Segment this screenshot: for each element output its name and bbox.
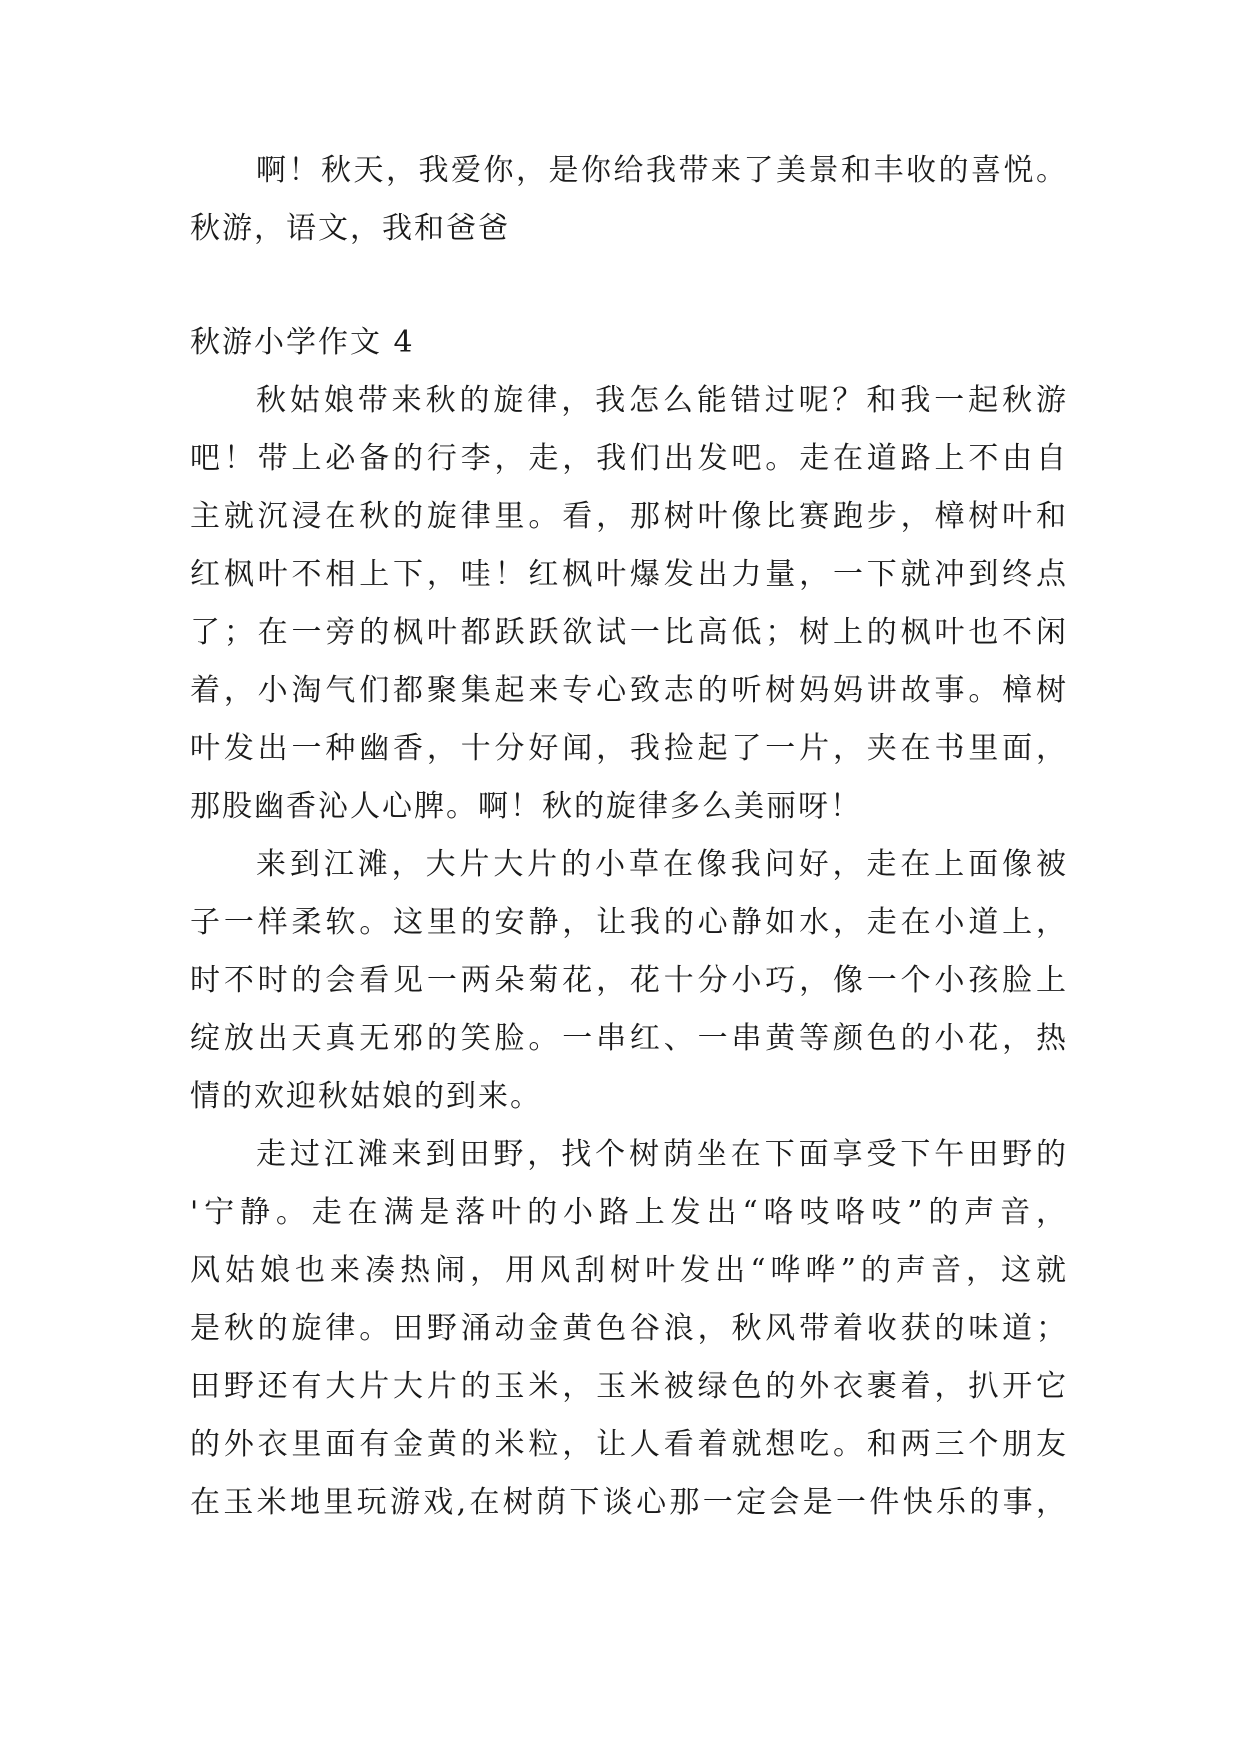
- paragraph-line: 绽放出天真无邪的笑脸。一串红、一串黄等颜色的小花，热: [190, 1021, 1066, 1056]
- paragraph-1: [190, 372, 1066, 836]
- intro-line-2: 秋游，语文，我和爸爸: [190, 211, 510, 246]
- paragraph-line: 吧！带上必备的行李，走，我们出发吧。走在道路上不由自: [190, 441, 1066, 476]
- paragraph-line: 着，小淘气们都聚集起来专心致志的听树妈妈讲故事。樟树: [190, 673, 1066, 708]
- paragraph-line: 时不时的会看见一两朵菊花，花十分小巧，像一个小孩脸上: [190, 963, 1066, 998]
- paragraph-line: 主就沉浸在秋的旋律里。看，那树叶像比赛跑步，樟树叶和: [190, 499, 1066, 534]
- paragraph-line: 情的欢迎秋姑娘的到来。: [190, 1079, 542, 1114]
- paragraph-line: 红枫叶不相上下，哇！红枫叶爆发出力量，一下就冲到终点: [190, 557, 1066, 592]
- paragraph-line: 的外衣里面有金黄的米粒，让人看着就想吃。和两三个朋友: [190, 1427, 1066, 1462]
- paragraph-line: 田野还有大片大片的玉米，玉米被绿色的外衣裹着，扒开它: [190, 1369, 1066, 1404]
- paragraph-3: [190, 1126, 1066, 1532]
- paragraph-line: '宁静。走在满是落叶的小路上发出“咯吱咯吱”的声音，: [190, 1195, 1066, 1230]
- paragraph-line: 子一样柔软。这里的安静，让我的心静如水，走在小道上，: [190, 905, 1066, 940]
- paragraph-line: 在玉米地里玩游戏,在树荫下谈心那一定会是一件快乐的事，: [190, 1485, 1066, 1520]
- paragraph-line: 风姑娘也来凑热闹，用风刮树叶发出“哗哗”的声音，这就: [190, 1253, 1066, 1288]
- paragraph-line: 是秋的旋律。田野涌动金黄色谷浪，秋风带着收获的味道；: [190, 1311, 1066, 1346]
- paragraph-line: 走过江滩来到田野，找个树荫坐在下面享受下午田野的: [256, 1137, 1066, 1172]
- paragraph-line: 来到江滩，大片大片的小草在像我问好，走在上面像被: [256, 847, 1066, 882]
- paragraph-2: [190, 836, 1066, 1126]
- paragraph-line: 叶发出一种幽香，十分好闻，我捡起了一片，夹在书里面，: [190, 731, 1066, 766]
- paragraph-line: 了；在一旁的枫叶都跃跃欲试一比高低；树上的枫叶也不闲: [190, 615, 1066, 650]
- intro-line-1: 啊！秋天，我爱你，是你给我带来了美景和丰收的喜悦。: [256, 153, 1066, 188]
- document-page: [190, 142, 1066, 1532]
- section-title: 秋游小学作文 4: [190, 325, 415, 360]
- paragraph-line: 那股幽香沁人心脾。啊！秋的旋律多么美丽呀！: [190, 789, 862, 824]
- paragraph-line: 秋姑娘带来秋的旋律，我怎么能错过呢？和我一起秋游: [256, 383, 1066, 418]
